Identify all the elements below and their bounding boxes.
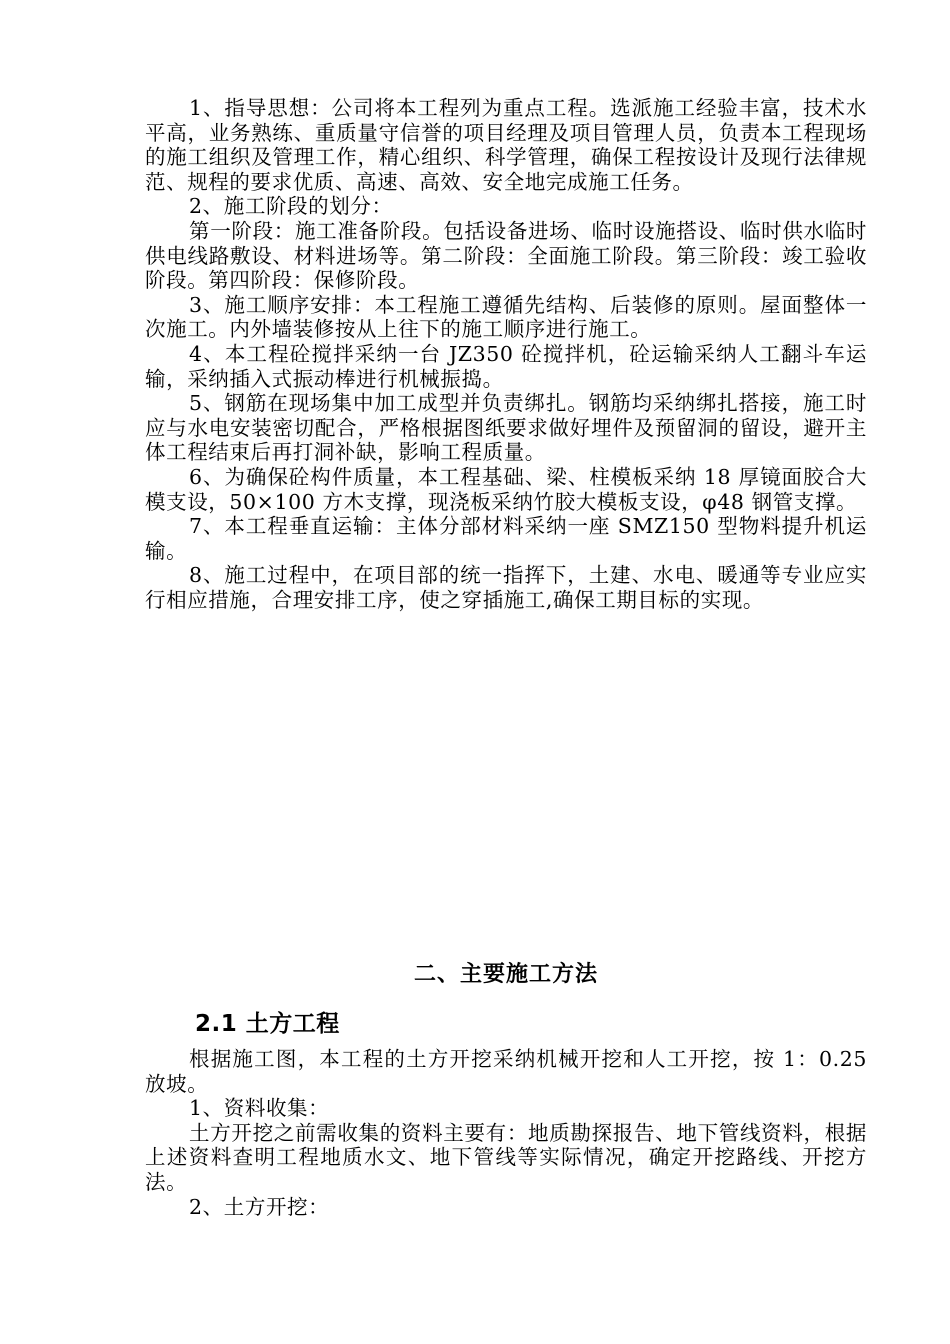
paragraph-construction-sequence: 3、施工顺序安排：本工程施工遵循先结构、后装修的原则。屋面整体一次施工。内外墙装修按从上往下的施工顺序进行施工。 xyxy=(145,292,867,342)
paragraph-coordination: 8、施工过程中，在项目部的统一指挥下，土建、水电、暖通等专业应实行相应措施，合理安排工序，使之穿插施工,确保工期目标的实现。 xyxy=(145,563,867,612)
document-body-part2 xyxy=(145,1047,867,1219)
section-title: 二、主要施工方法 xyxy=(413,962,598,987)
paragraph-data-collection: 土方开挖之前需收集的资料主要有：地质勘探报告、地下管线资料，根据上述资料查明工程地质水文、地下管线等实际情况，确定开挖路线、开挖方法。 xyxy=(145,1120,867,1194)
paragraph-excavation-heading: 2、土方开挖： xyxy=(189,1194,330,1219)
paragraph-stages: 第一阶段：施工准备阶段。包括设备进场、临时设施搭设、临时供水临时供电线路敷设、材料进场等。第二阶段：全面施工阶段。第三阶段：竣工验收阶段。第四阶段：保修阶段。 xyxy=(145,218,867,293)
paragraph-rebar: 5、钢筋在现场集中加工成型并负责绑扎。钢筋均采纳绑扎搭接，施工时应与水电安装密切配合，严格根据图纸要求做好埋件及预留洞的留设，避开主体工程结束后再打洞补缺，影响工程质量。 xyxy=(145,391,867,465)
paragraph-vertical-transport: 7、本工程垂直运输：主体分部材料采纳一座 SMZ150 型物料提升机运输。 xyxy=(145,514,867,563)
paragraph-data-collection-heading: 1、资料收集： xyxy=(189,1096,330,1121)
subsection-title: 2.1 土方工程 xyxy=(195,1011,340,1037)
paragraph-concrete-mixing: 4、本工程砼搅拌采纳一台 JZ350 砼搅拌机，砼运输采纳人工翻斗车运输，采纳插入式振动棒进行机械振捣。 xyxy=(145,341,867,391)
paragraph-earthwork-intro: 根据施工图，本工程的土方开挖采纳机械开挖和人工开挖，按 1：0.25 放坡。 xyxy=(145,1047,867,1096)
paragraph-formwork: 6、为确保砼构件质量，本工程基础、梁、柱模板采纳 18 厚镜面胶合大模支设，50×100 方木支撑，现浇板采纳竹胶大模板支设，φ48 钢管支撑。 xyxy=(145,464,867,514)
paragraph-guiding-idea: 1、指导思想：公司将本工程列为重点工程。选派施工经验丰富，技术水平高，业务熟练、重质量守信誉的项目经理及项目管理人员，负责本工程现场的施工组织及管理工作，精心组织、科学管理，确保工程按设计及现行法律规范、规程的要求优质、高速、高效、安全地完成施工任务。 xyxy=(145,96,867,194)
document-body-part1 xyxy=(145,96,867,612)
paragraph-stage-division-heading: 2、施工阶段的划分： xyxy=(189,194,393,219)
